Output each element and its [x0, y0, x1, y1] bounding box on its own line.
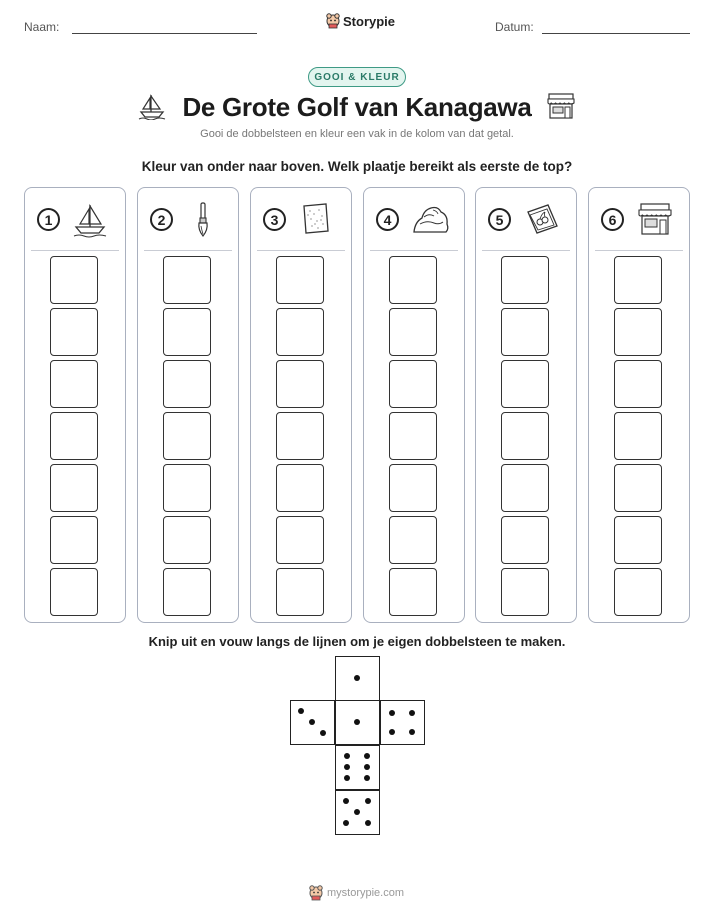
column-divider	[482, 250, 570, 251]
column-number: 1	[37, 208, 60, 231]
column-2	[137, 187, 239, 623]
paintbrush-icon	[194, 202, 212, 243]
die-pip	[364, 775, 370, 781]
footer	[309, 885, 404, 901]
column-number: 3	[263, 208, 286, 231]
shop-stall-icon	[637, 202, 673, 241]
die-face-1	[335, 656, 380, 701]
color-cell[interactable]	[163, 308, 211, 356]
column-divider	[370, 250, 458, 251]
die-pip	[364, 764, 370, 770]
paper-sheet-icon	[299, 202, 331, 241]
storypie-mascot-icon	[309, 885, 323, 901]
color-cell[interactable]	[163, 516, 211, 564]
color-cell[interactable]	[501, 568, 549, 616]
die-face-1-center	[335, 700, 380, 745]
die-pip	[409, 729, 415, 735]
column-header	[261, 202, 341, 242]
color-cell[interactable]	[614, 464, 662, 512]
color-cell[interactable]	[389, 360, 437, 408]
card-box-icon	[524, 202, 560, 241]
color-cell[interactable]	[501, 412, 549, 460]
color-cell[interactable]	[163, 412, 211, 460]
color-columns	[24, 187, 690, 624]
color-cell[interactable]	[501, 360, 549, 408]
storypie-mascot-icon	[326, 13, 340, 29]
column-header	[599, 202, 679, 242]
subtitle: Gooi de dobbelsteen en kleur een vak in de kolom van dat getal.	[200, 128, 514, 140]
color-cell[interactable]	[50, 360, 98, 408]
color-cell[interactable]	[163, 568, 211, 616]
color-cell[interactable]	[614, 360, 662, 408]
color-cell[interactable]	[50, 308, 98, 356]
die-pip	[389, 729, 395, 735]
die-pip	[354, 675, 360, 681]
die-pip	[364, 753, 370, 759]
sailboat-icon	[73, 202, 107, 243]
shop-stall-icon	[546, 92, 576, 125]
color-cell[interactable]	[50, 464, 98, 512]
column-5	[475, 187, 577, 623]
column-1	[24, 187, 126, 623]
brand-name: Storypie	[343, 13, 396, 29]
column-number: 5	[488, 208, 511, 231]
instruction: Kleur van onder naar boven. Welk plaatje bereikt als eerste de top?	[141, 159, 573, 174]
die-pip	[343, 820, 349, 826]
column-divider	[257, 250, 345, 251]
color-cell[interactable]	[389, 308, 437, 356]
color-cell[interactable]	[276, 360, 324, 408]
color-cell[interactable]	[163, 256, 211, 304]
die-pip	[409, 710, 415, 716]
color-cell[interactable]	[501, 516, 549, 564]
name-line[interactable]	[72, 33, 257, 34]
color-cell[interactable]	[276, 412, 324, 460]
die-face-5	[335, 790, 380, 835]
wave-icon	[412, 202, 450, 241]
die-pip	[344, 753, 350, 759]
color-cell[interactable]	[501, 464, 549, 512]
footer-url: mystorypie.com	[327, 887, 405, 899]
color-cell[interactable]	[614, 568, 662, 616]
page-title: De Grote Golf van Kanagawa	[182, 92, 532, 122]
name-label: Naam:	[24, 20, 60, 34]
color-cell[interactable]	[276, 308, 324, 356]
column-header	[374, 202, 454, 242]
activity-badge: GOOI & KLEUR	[308, 67, 406, 87]
die-pip	[389, 710, 395, 716]
worksheet-header	[0, 0, 714, 50]
die-pip	[344, 764, 350, 770]
column-4	[363, 187, 465, 623]
die-pip	[354, 719, 360, 725]
color-cell[interactable]	[50, 568, 98, 616]
column-3	[250, 187, 352, 623]
column-divider	[31, 250, 119, 251]
color-cell[interactable]	[501, 256, 549, 304]
die-face-6	[335, 745, 380, 790]
die-pip	[343, 798, 349, 804]
die-pip	[365, 798, 371, 804]
color-cell[interactable]	[163, 360, 211, 408]
color-cell[interactable]	[614, 256, 662, 304]
die-pip	[298, 708, 304, 714]
color-cell[interactable]	[50, 516, 98, 564]
die-pip	[320, 730, 326, 736]
color-cell[interactable]	[276, 516, 324, 564]
column-divider	[144, 250, 232, 251]
color-cell[interactable]	[389, 412, 437, 460]
column-number: 6	[601, 208, 624, 231]
color-cell[interactable]	[389, 464, 437, 512]
color-cell[interactable]	[501, 308, 549, 356]
die-pip	[365, 820, 371, 826]
color-cell[interactable]	[50, 256, 98, 304]
column-header	[148, 202, 228, 242]
cut-instruction: Knip uit en vouw langs de lijnen om je eigen dobbelsteen te maken.	[148, 634, 566, 649]
date-label: Datum:	[495, 20, 534, 34]
brand-logo	[326, 13, 395, 29]
column-header	[486, 202, 566, 242]
column-number: 2	[150, 208, 173, 231]
color-cell[interactable]	[50, 412, 98, 460]
color-cell[interactable]	[614, 308, 662, 356]
color-cell[interactable]	[614, 516, 662, 564]
color-cell[interactable]	[389, 516, 437, 564]
column-6	[588, 187, 690, 623]
die-pip	[344, 775, 350, 781]
color-cell[interactable]	[389, 256, 437, 304]
column-number: 4	[376, 208, 399, 231]
color-cell[interactable]	[276, 256, 324, 304]
date-line[interactable]	[542, 33, 690, 34]
die-face-4	[380, 700, 425, 745]
column-divider	[595, 250, 683, 251]
color-cell[interactable]	[276, 464, 324, 512]
column-header	[35, 202, 115, 242]
die-pip	[309, 719, 315, 725]
color-cell[interactable]	[276, 568, 324, 616]
color-cell[interactable]	[389, 568, 437, 616]
color-cell[interactable]	[614, 412, 662, 460]
die-pip	[354, 809, 360, 815]
color-cell[interactable]	[163, 464, 211, 512]
die-face-3	[290, 700, 335, 745]
